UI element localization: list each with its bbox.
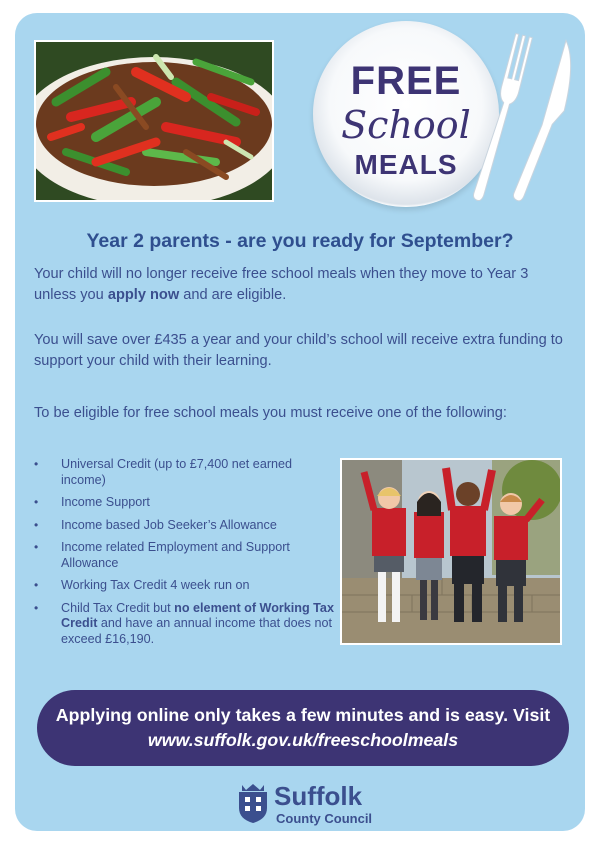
intro-paragraph-1 xyxy=(34,264,569,306)
food-salad-photo xyxy=(34,40,274,202)
suffolk-county-council-logo xyxy=(236,781,396,831)
badge-meals-text: MEALS xyxy=(354,149,458,180)
list-item: • Income Support xyxy=(34,495,334,511)
list-item: • Universal Credit (up to £7,400 net earned income) xyxy=(34,457,334,488)
badge-free-text: FREE xyxy=(350,59,462,103)
children-photo xyxy=(340,458,562,645)
intro-paragraph-2: You will save over £435 a year and your child’s school will receive extra funding to support your child with their learning. xyxy=(34,332,563,369)
list-item: • Working Tax Credit 4 week run on xyxy=(34,578,334,594)
crown-shield-icon xyxy=(236,784,270,824)
intro-p1-text: Your child will no longer receive free school meals when they move to Year 3 unless you xyxy=(34,266,529,303)
badge-school-text: School xyxy=(341,103,471,147)
apply-online-banner xyxy=(37,690,569,766)
list-item: • Income based Job Seeker’s Allowance xyxy=(34,518,334,534)
children-illustration xyxy=(342,460,560,643)
website-link[interactable]: www.suffolk.gov.uk/freeschoolmeals xyxy=(147,730,459,750)
free-school-meals-badge xyxy=(313,21,499,207)
flyer-card xyxy=(15,13,585,831)
headline: Year 2 parents - are you ready for September? xyxy=(86,230,514,252)
list-item-text: Child Tax Credit but xyxy=(61,600,175,615)
list-item: • Income related Employment and Support Allowance xyxy=(34,540,334,571)
salad-illustration xyxy=(36,42,272,200)
list-item-text-end: and have an annual income that does not exceed £16,190. xyxy=(61,616,332,646)
list-item-emphasis: no element of Working Tax Credit xyxy=(61,600,334,630)
intro-p1-end: and are eligible. xyxy=(179,287,287,303)
cta-text: Applying online only takes a few minutes and is easy. Visit xyxy=(55,705,551,725)
apply-now-emphasis: apply now xyxy=(107,287,180,303)
council-name: Suffolk xyxy=(274,781,363,811)
list-item xyxy=(34,601,334,648)
eligibility-intro: To be eligible for free school meals you must receive one of the following: xyxy=(34,405,507,421)
council-subtitle: County Council xyxy=(276,811,373,826)
fork-knife-icon xyxy=(473,33,573,208)
eligibility-list xyxy=(34,457,334,654)
